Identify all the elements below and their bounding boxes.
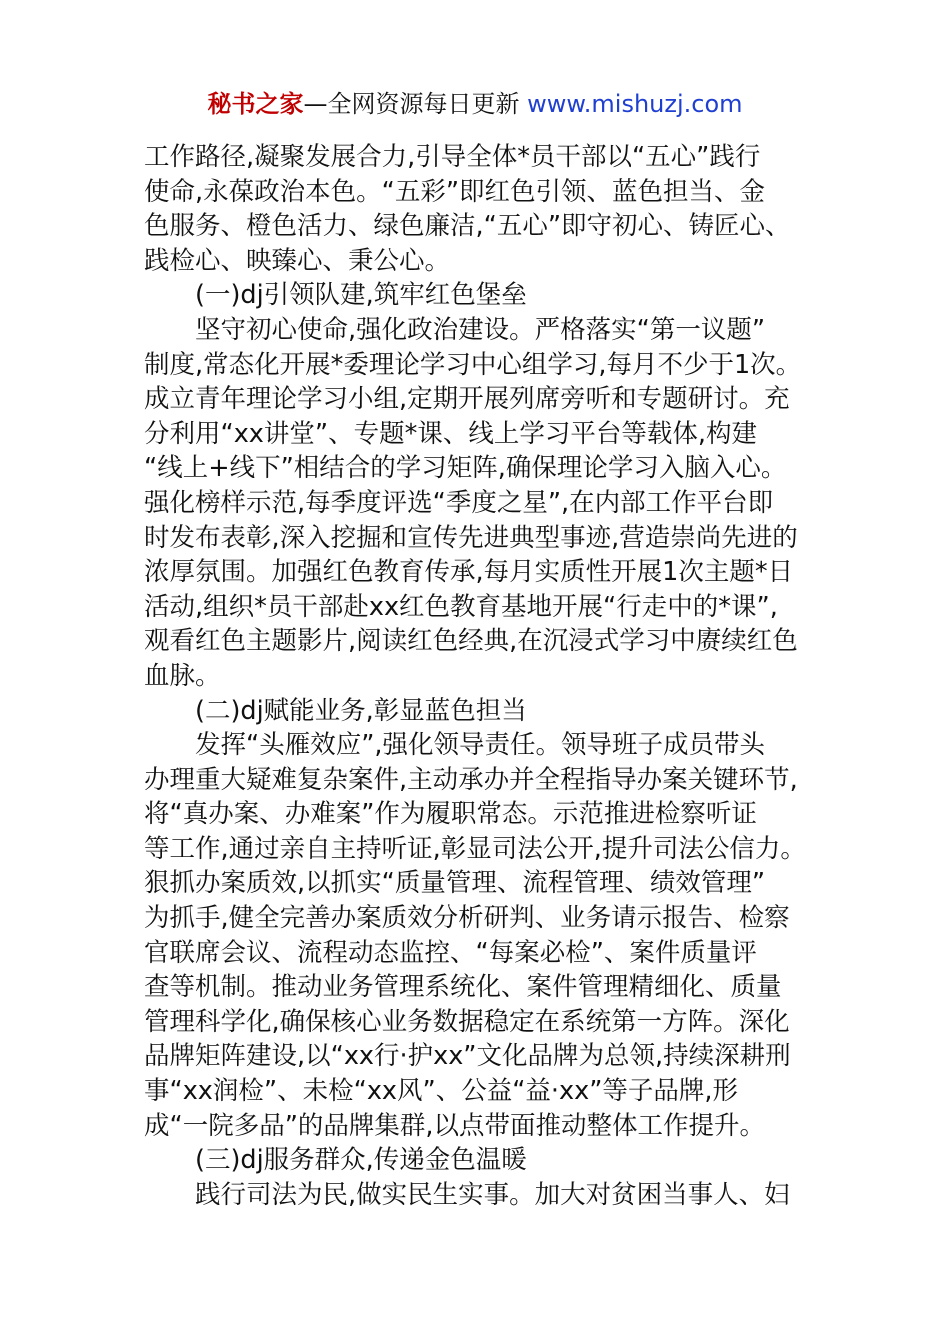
text-line: 官联席会议、流程动态监控、“每案必检”、案件质量评 — [144, 937, 757, 968]
text-line: 为抓手,健全完善办案质效分析研判、业务请示报告、检察 — [144, 903, 790, 934]
section-heading: (二)dj赋能业务,彰显蓝色担当 — [195, 695, 527, 726]
text-line: 查等机制。推动业务管理系统化、案件管理精细化、质量 — [144, 972, 782, 1003]
text-line: 等工作,通过亲自主持听证,彰显司法公开,提升司法公信力。 — [144, 833, 806, 864]
text-line: 狠抓办案质效,以抓实“质量管理、流程管理、绩效管理” — [144, 868, 766, 899]
text-line: 活动,组织*员干部赴xx红色教育基地开展“行走中的*课”, — [144, 591, 778, 622]
text-line: 将“真办案、办难案”作为履职常态。示范推进检察听证 — [144, 799, 757, 830]
text-line: 品牌矩阵建设,以“xx行·护xx”文化品牌为总领,持续深耕刑 — [144, 1041, 791, 1072]
text-line: 工作路径,凝聚发展合力,引导全体*员干部以“五心”践行 — [144, 142, 761, 172]
document-body — [144, 140, 814, 1212]
text-line: 管理科学化,确保核心业务数据稳定在系统第一方阵。深化 — [144, 1006, 790, 1037]
paragraph-start: 发挥“头雁效应”,强化领导责任。领导班子成员带头 — [195, 730, 766, 761]
text-line: 成“一院多品”的品牌集群,以点带面推动整体工作提升。 — [144, 1110, 766, 1141]
section-heading: (三)dj服务群众,传递金色温暖 — [195, 1145, 527, 1176]
text-line: 血脉。 — [144, 660, 221, 691]
text-line: “线上+线下”相结合的学习矩阵,确保理论学习入脑入心。 — [144, 453, 787, 484]
text-line: 践检心、映臻心、秉公心。 — [144, 245, 451, 276]
site-url: www.mishuzj.com — [527, 90, 743, 118]
paragraph-start: 践行司法为民,做实民生实事。加大对贫困当事人、妇 — [195, 1179, 790, 1210]
text-line: 时发布表彰,深入挖掘和宣传先进典型事迹,营造崇尚先进的 — [144, 522, 798, 553]
paragraph-start: 坚守初心使命,强化政治建设。严格落实“第一议题” — [195, 314, 766, 345]
text-line: 办理重大疑难复杂案件,主动承办并全程指导办案关键环节, — [144, 764, 798, 795]
text-line: 色服务、橙色活力、绿色廉洁,“五心”即守初心、铸匠心、 — [144, 211, 791, 242]
text-line: 观看红色主题影片,阅读红色经典,在沉浸式学习中赓续红色 — [144, 626, 798, 657]
text-line: 成立青年理论学习小组,定期开展列席旁听和专题研讨。充 — [144, 384, 790, 415]
text-line: 使命,永葆政治本色。“五彩”即红色引领、蓝色担当、金 — [144, 176, 766, 207]
text-line: 事“xx润检”、未检“xx风”、公益“益·xx”等子品牌,形 — [144, 1076, 739, 1107]
text-line: 浓厚氛围。加强红色教育传承,每月实质性开展1次主题*日 — [144, 557, 794, 588]
brand-name: 秘书之家 — [207, 90, 304, 118]
text-line: 分利用“xx讲堂”、专题*课、线上学习平台等载体,构建 — [144, 418, 757, 449]
text-line: 强化榜样示范,每季度评选“季度之星”,在内部工作平台即 — [144, 487, 774, 518]
section-heading: (一)dj引领队建,筑牢红色堡垒 — [195, 280, 527, 311]
page-header — [0, 88, 950, 120]
text-line: 制度,常态化开展*委理论学习中心组学习,每月不少于1次。 — [144, 349, 802, 380]
header-tagline: —全网资源每日更新 — [303, 90, 520, 118]
